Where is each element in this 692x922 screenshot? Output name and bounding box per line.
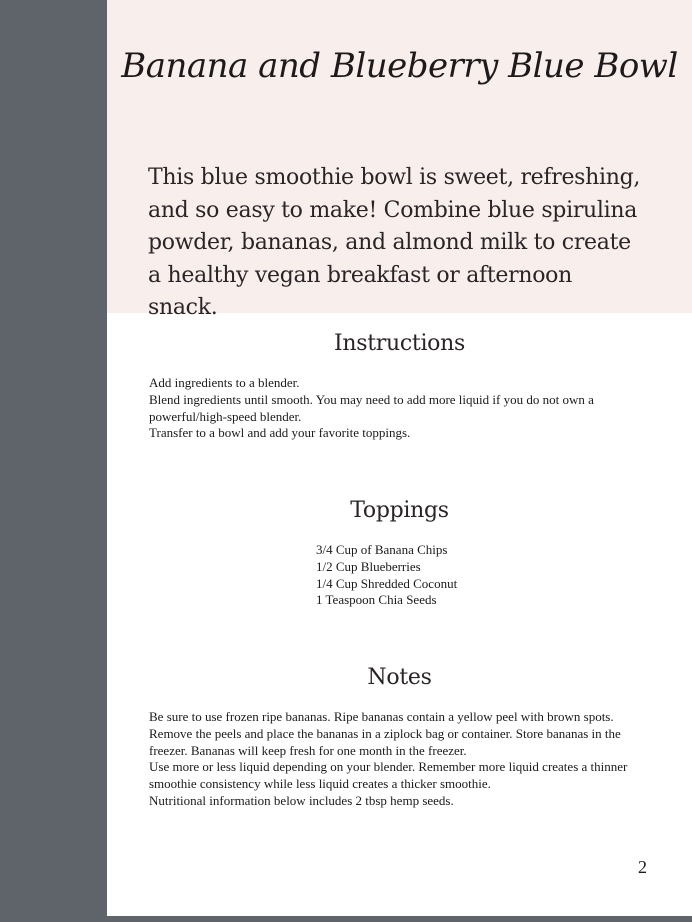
topping-item: 3/4 Cup of Banana Chips [316,542,448,557]
toppings-heading: Toppings [350,498,449,523]
notes-heading: Notes [367,665,432,690]
document-page [107,0,692,916]
toppings-list [316,542,566,609]
page-bottom-edge [107,916,692,922]
topping-item: 1/4 Cup Shredded Coconut [316,575,458,591]
instruction-step: Add ingredients to a blender. [149,375,300,390]
topping-item: 1/2 Cup Blueberries [316,558,421,574]
instructions-list [149,375,639,442]
viewer-gutter [0,0,107,922]
note-item: Use more or less liquid depending on your blender. Remember more liquid creates a thinner smoothie consistency while less liquid creates a thicker smoothie. [149,759,628,792]
recipe-title: Banana and Blueberry Blue Bowl [121,46,678,86]
page-number: 2 [638,857,647,877]
topping-item: 1 Teaspoon Chia Seeds [316,592,437,608]
note-item: Nutritional information below includes 2 tbsp hemp seeds. [149,792,454,808]
instruction-step: Transfer to a bowl and add your favorite toppings. [149,425,411,441]
instruction-step: Blend ingredients until smooth. You may need to add more liquid if you do not own a powerful/high-speed blender. [149,391,594,424]
note-item: Be sure to use frozen ripe bananas. Ripe bananas contain a yellow peel with brown spots. Remove the peels and place the bananas in a ziplock bag or container. Store bananas in the freezer. Bananas will keep fresh for one month in the freezer. [149,709,621,758]
instructions-heading: Instructions [334,331,465,356]
notes-list [149,709,654,810]
hero-panel [107,0,692,320]
recipe-intro: This blue smoothie bowl is sweet, refreshing, and so easy to make! Combine blue spirulina powder, bananas, and almond milk to create a healthy vegan breakfast or afternoon snack. [148,165,641,320]
